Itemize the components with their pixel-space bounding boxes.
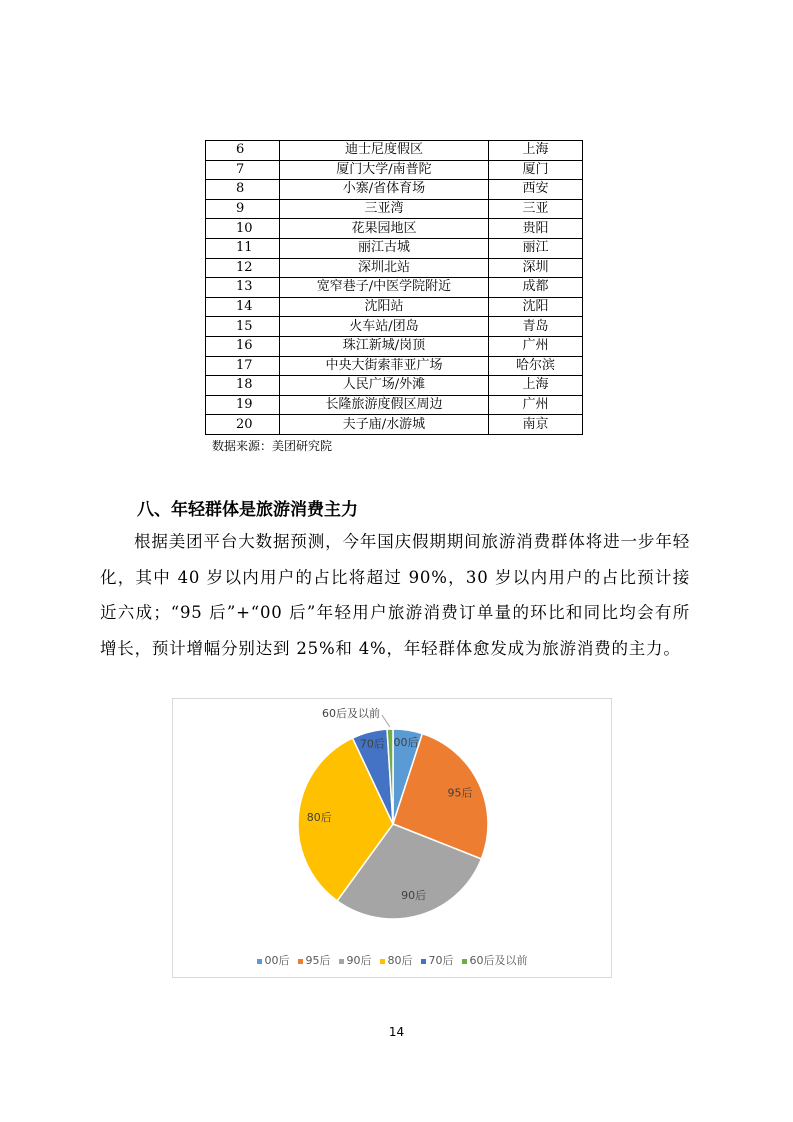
legend-item: [380, 952, 413, 968]
table-row: [206, 278, 583, 298]
rank-cell: 11: [206, 238, 280, 258]
legend-swatch: [421, 959, 426, 964]
place-cell: 夫子庙/水游城: [280, 415, 489, 435]
city-cell: 成都: [489, 278, 583, 298]
table-row: [206, 180, 583, 200]
rank-cell: 6: [206, 141, 280, 161]
age-group-pie-chart: [172, 698, 612, 978]
rank-cell: 10: [206, 219, 280, 239]
table-row: [206, 199, 583, 219]
table-row: [206, 415, 583, 435]
legend-item: [462, 952, 528, 968]
rank-cell: 7: [206, 160, 280, 180]
ranking-table: [205, 140, 583, 435]
place-cell: 长隆旅游度假区周边: [280, 395, 489, 415]
city-cell: 南京: [489, 415, 583, 435]
rank-cell: 13: [206, 278, 280, 298]
place-cell: 沈阳站: [280, 297, 489, 317]
legend-label: 60后及以前: [469, 954, 528, 967]
slice-label: 00后: [393, 736, 419, 750]
table-row: [206, 160, 583, 180]
slice-label: 80后: [306, 811, 332, 825]
place-cell: 小寨/省体育场: [280, 180, 489, 200]
legend-label: 00后: [264, 954, 290, 967]
city-cell: 厦门: [489, 160, 583, 180]
city-cell: 丽江: [489, 238, 583, 258]
place-cell: 火车站/团岛: [280, 317, 489, 337]
pie-chart-svg: [173, 699, 613, 979]
city-cell: 西安: [489, 180, 583, 200]
rank-cell: 9: [206, 199, 280, 219]
place-cell: 人民广场/外滩: [280, 376, 489, 396]
slice-label: 60后及以前: [321, 707, 380, 721]
table-row: [206, 219, 583, 239]
rank-cell: 17: [206, 356, 280, 376]
rank-cell: 18: [206, 376, 280, 396]
place-cell: 珠江新城/岗顶: [280, 336, 489, 356]
rank-cell: 15: [206, 317, 280, 337]
city-cell: 贵阳: [489, 219, 583, 239]
body-paragraph: 根据美团平台大数据预测，今年国庆假期期间旅游消费群体将进一步年轻化，其中 40 岁以内用户的占比将超过 90%，30 岁以内用户的占比预计接近六成；“95 后”+“00 后”年轻用户旅游消费订单量的环比和同比均会有所增长，预计增幅分别达到 25%和 4%，年轻群体愈发成为旅游消费的主力。: [100, 532, 690, 658]
legend-item: [421, 952, 454, 968]
place-cell: 花果园地区: [280, 219, 489, 239]
slice-label: 70后: [359, 737, 385, 751]
page-number: 14: [388, 1025, 405, 1039]
slice-leader-line: [382, 715, 390, 727]
city-cell: 广州: [489, 395, 583, 415]
place-cell: 中央大街索菲亚广场: [280, 356, 489, 376]
slice-label: 90后: [401, 889, 427, 903]
section-heading: 八、年轻群体是旅游消费主力: [137, 500, 358, 520]
slice-label: 95后: [447, 786, 473, 800]
source-note: 数据来源：美团研究院: [212, 439, 333, 453]
rank-cell: 14: [206, 297, 280, 317]
table-row: [206, 395, 583, 415]
place-cell: 厦门大学/南普陀: [280, 160, 489, 180]
city-cell: 哈尔滨: [489, 356, 583, 376]
place-cell: 宽窄巷子/中医学院附近: [280, 278, 489, 298]
rank-cell: 8: [206, 180, 280, 200]
table-row: [206, 297, 583, 317]
legend-item: [339, 952, 372, 968]
rank-cell: 20: [206, 415, 280, 435]
table-row: [206, 238, 583, 258]
legend-swatch: [339, 959, 344, 964]
legend-label: 70后: [428, 954, 454, 967]
place-cell: 迪士尼度假区: [280, 141, 489, 161]
chart-legend: [173, 952, 611, 968]
city-cell: 沈阳: [489, 297, 583, 317]
place-cell: 丽江古城: [280, 238, 489, 258]
place-cell: 深圳北站: [280, 258, 489, 278]
rank-cell: 19: [206, 395, 280, 415]
legend-label: 90后: [346, 954, 372, 967]
table-row: [206, 258, 583, 278]
city-cell: 三亚: [489, 199, 583, 219]
legend-label: 95后: [305, 954, 331, 967]
city-cell: 上海: [489, 141, 583, 161]
legend-swatch: [298, 959, 303, 964]
city-cell: 深圳: [489, 258, 583, 278]
city-cell: 上海: [489, 376, 583, 396]
legend-swatch: [257, 959, 262, 964]
table-row: [206, 356, 583, 376]
table-row: [206, 336, 583, 356]
legend-swatch: [380, 959, 385, 964]
legend-swatch: [462, 959, 467, 964]
legend-label: 80后: [387, 954, 413, 967]
rank-cell: 12: [206, 258, 280, 278]
table-row: [206, 376, 583, 396]
city-cell: 广州: [489, 336, 583, 356]
legend-item: [298, 952, 331, 968]
city-cell: 青岛: [489, 317, 583, 337]
table-row: [206, 317, 583, 337]
rank-cell: 16: [206, 336, 280, 356]
table-row: [206, 141, 583, 161]
place-cell: 三亚湾: [280, 199, 489, 219]
legend-item: [257, 952, 290, 968]
